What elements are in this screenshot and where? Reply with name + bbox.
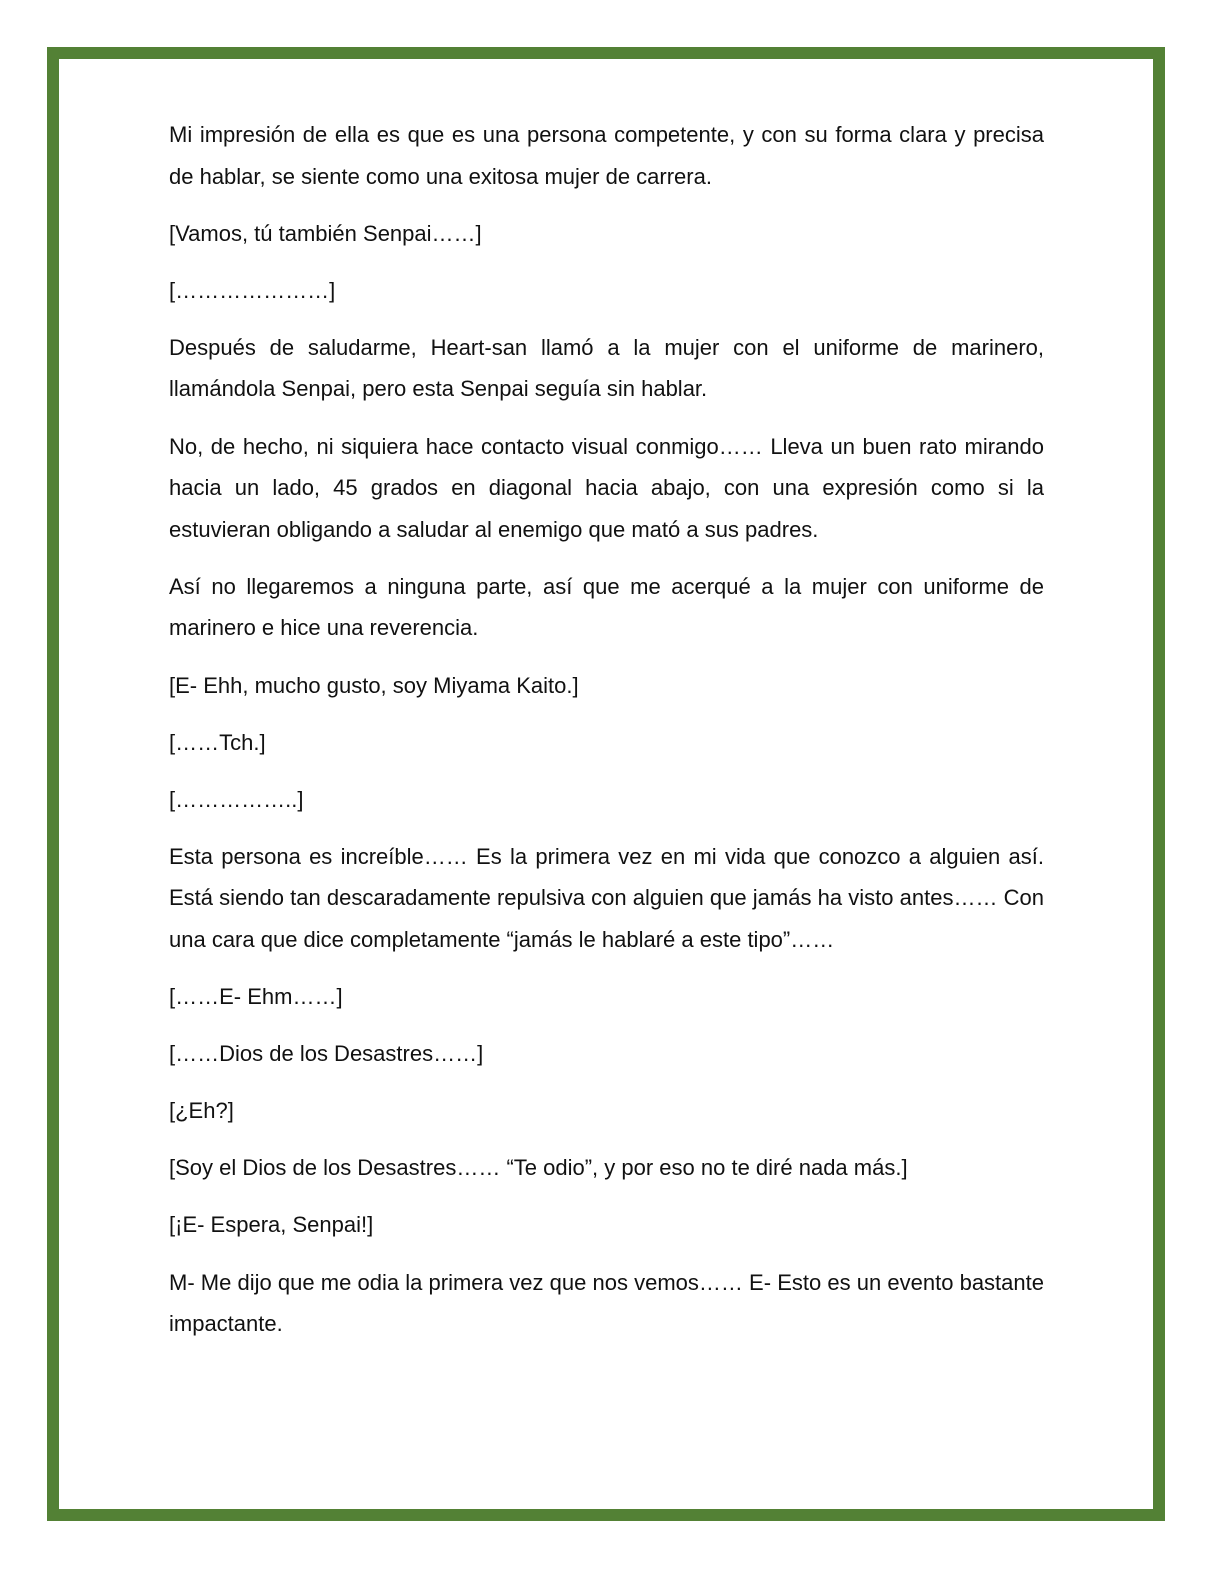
paragraph-4: Así no llegaremos a ninguna parte, así que me acerqué a la mujer con uniforme de marinero e hice una reverencia. [169,573,1044,641]
dialogue-line-2: […………………] [169,277,336,303]
paragraph-1: Mi impresión de ella es que es una persona competente, y con su forma clara y precisa de hablar, se siente como una exitosa mujer de carrera. [169,122,1044,189]
dialogue-line-5: [……………..] [169,786,304,812]
paragraph-6: M- Me dijo que me odia la primera vez que nos vemos…… E- Esto es un evento bastante impactante. [169,1269,1044,1337]
dialogue-line-4: [……Tch.] [169,729,266,755]
dialogue-line-3: [E- Ehh, mucho gusto, soy Miyama Kaito.] [169,672,579,698]
dialogue-line-9: [Soy el Dios de los Desastres…… “Te odio”, y por eso no te diré nada más.] [169,1155,908,1181]
paragraph-2: Después de saludarme, Heart-san llamó a la mujer con el uniforme de marinero, llamándola Senpai, pero esta Senpai seguía sin hablar. [169,334,1044,402]
paragraph-3: No, de hecho, ni siquiera hace contacto visual conmigo…… Lleva un buen rato mirando hacia un lado, 45 grados en diagonal hacia abajo, con una expresión como si la estuvieran obligando a saludar al enemigo que mató a sus padres. [169,433,1044,542]
dialogue-line-10: [¡E- Espera, Senpai!] [169,1212,374,1238]
dialogue-line-7: [……Dios de los Desastres……] [169,1041,484,1067]
dialogue-line-1: [Vamos, tú también Senpai……] [169,220,482,246]
document-body [169,114,1044,1360]
dialogue-line-8: [¿Eh?] [169,1098,234,1124]
dialogue-line-6: [……E- Ehm……] [169,984,343,1010]
paragraph-5: Esta persona es increíble…… Es la primera vez en mi vida que conozco a alguien así. Está siendo tan descaradamente repulsiva con alguien que jamás ha visto antes…… Con una cara que dice completamente “jamás le hablaré a este tipo”…… [169,843,1044,952]
